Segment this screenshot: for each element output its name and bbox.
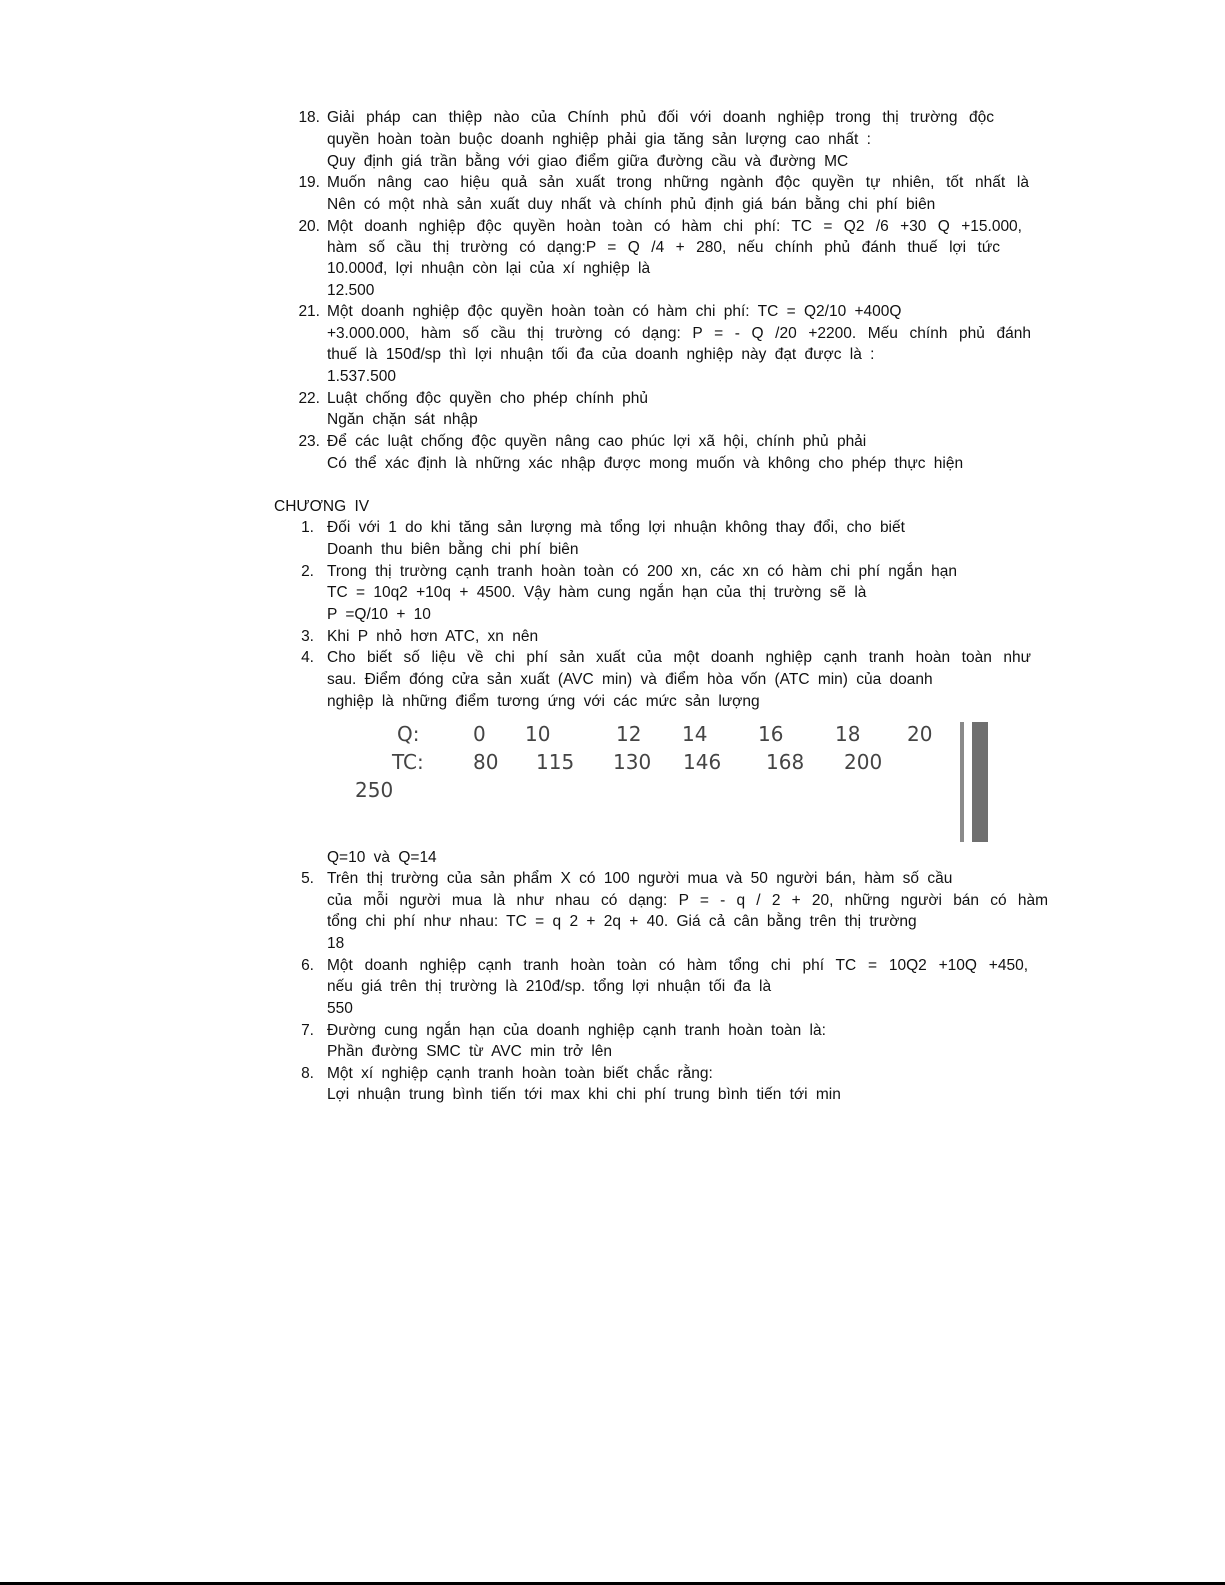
answer-text: 18 [327, 935, 345, 952]
q-row-label: Q: [397, 722, 420, 746]
chapter-heading: CHƯƠNG IV [274, 498, 370, 515]
tc-value: 168 [766, 750, 805, 774]
q-value: 14 [682, 722, 708, 746]
question-number: 18. [298, 109, 320, 126]
question-text: Để các luật chống độc quyền nâng cao phúc lợi xã hội, chính phủ phải [327, 433, 867, 450]
question-text: Luật chống độc quyền cho phép chính phủ [327, 390, 649, 407]
answer-text: Phần đường SMC từ AVC min trở lên [327, 1043, 613, 1060]
answer-text: Ngăn chặn sát nhập [327, 411, 478, 428]
question-text: TC = 10q2 +10q + 4500. Vậy hàm cung ngắn hạn của thị trường sẽ là [327, 584, 867, 601]
question-number: 20. [298, 218, 320, 235]
q-value: 0 [473, 722, 486, 746]
question-text: hàm số cầu thị trường có dạng:P = Q /4 + 280, nếu chính phủ đánh thuế lợi tức [327, 239, 1000, 256]
answer-text: Có thể xác định là những xác nhập được mong muốn và không cho phép thực hiện [327, 455, 964, 472]
answer-text: 550 [327, 1000, 353, 1017]
question-text: Khi P nhỏ hơn ATC, xn nên [327, 628, 539, 645]
question-text: Trong thị trường cạnh tranh hoàn toàn có 200 xn, các xn có hàm chi phí ngắn hạn [327, 563, 957, 580]
question-text: +3.000.000, hàm số cầu thị trường có dạng: P = - Q /20 +2200. Mếu chính phủ đánh [327, 325, 1031, 342]
question-number: 4. [301, 649, 314, 666]
question-number: 7. [301, 1022, 314, 1039]
question-text: Đối với 1 do khi tăng sản lượng mà tổng lợi nhuận không thay đổi, cho biết [327, 519, 905, 536]
tc-value: 115 [536, 750, 575, 774]
question-text: sau. Điểm đóng cửa sản xuất (AVC min) và điểm hòa vốn (ATC min) của doanh [327, 671, 933, 688]
question-number: 8. [301, 1065, 314, 1082]
image-edge-line [960, 722, 964, 842]
answer-text: Nên có một nhà sản xuất duy nhất và chính phủ định giá bán bằng chi phí biên [327, 196, 936, 213]
question-text: Giải pháp can thiệp nào của Chính phủ đối với doanh nghiệp trong thị trường độc [327, 109, 994, 126]
question-text: của mỗi người mua là như nhau có dạng: P = - q / 2 + 20, những người bán có hàm [327, 892, 1048, 909]
answer-text: Quy định giá trần bằng với giao điểm giữa đường cầu và đường MC [327, 153, 849, 170]
q-value: 10 [525, 722, 551, 746]
tc-value: 130 [613, 750, 652, 774]
q-value: 18 [835, 722, 861, 746]
question-text: Một doanh nghiệp cạnh tranh hoàn toàn có hàm tổng chi phí TC = 10Q2 +10Q +450, [327, 957, 1028, 974]
q-value: 20 [907, 722, 933, 746]
tc-value: 200 [844, 750, 883, 774]
tc-row-label: TC: [392, 750, 424, 774]
tc-value: 250 [355, 778, 394, 802]
question-text: nghiệp là những điểm tương ứng với các mức sản lượng [327, 693, 760, 710]
image-edge-bar [972, 722, 988, 842]
question-number: 23. [298, 433, 320, 450]
answer-text: Doanh thu biên bằng chi phí biên [327, 541, 579, 558]
cost-table-image [330, 716, 1000, 848]
answer-text: P =Q/10 + 10 [327, 606, 431, 623]
question-number: 21. [298, 303, 320, 320]
question-text: Một xí nghiệp cạnh tranh hoàn toàn biết chắc rằng: [327, 1065, 713, 1082]
answer-text: Q=10 và Q=14 [327, 849, 437, 866]
question-number: 3. [301, 628, 314, 645]
question-text: 10.000đ, lợi nhuận còn lại của xí nghiệp là [327, 260, 651, 277]
question-number: 6. [301, 957, 314, 974]
question-text: Muốn nâng cao hiệu quả sản xuất trong những ngành độc quyền tự nhiên, tốt nhất là [327, 174, 1029, 191]
question-text: Một doanh nghiệp độc quyền hoàn toàn có hàm chi phí: TC = Q2 /6 +30 Q +15.000, [327, 218, 1022, 235]
tc-value: 146 [683, 750, 722, 774]
question-text: nếu giá trên thị trường là 210đ/sp. tổng lợi nhuận tối đa là [327, 978, 772, 995]
question-text: tổng chi phí như nhau: TC = q 2 + 2q + 40. Giá cả cân bằng trên thị trường [327, 913, 917, 930]
tc-value: 80 [473, 750, 499, 774]
question-number: 1. [301, 519, 314, 536]
question-text: thuế là 150đ/sp thì lợi nhuận tối đa của doanh nghiệp này đạt được là : [327, 346, 875, 363]
answer-text: 12.500 [327, 282, 375, 299]
question-number: 5. [301, 870, 314, 887]
question-number: 2. [301, 563, 314, 580]
q-value: 16 [758, 722, 784, 746]
question-text: quyền hoàn toàn buộc doanh nghiệp phải gia tăng sản lượng cao nhất : [327, 131, 871, 148]
question-text: Đường cung ngắn hạn của doanh nghiệp cạnh tranh hoàn toàn là: [327, 1022, 826, 1039]
question-text: Trên thị trường của sản phẩm X có 100 người mua và 50 người bán, hàm số cầu [327, 870, 953, 887]
question-number: 22. [298, 390, 320, 407]
q-value: 12 [616, 722, 642, 746]
question-text: Cho biết số liệu về chi phí sản xuất của một doanh nghiệp cạnh tranh hoàn toàn như [327, 649, 1031, 666]
question-text: Một doanh nghiệp độc quyền hoàn toàn có hàm chi phí: TC = Q2/10 +400Q [327, 303, 902, 320]
answer-text: Lợi nhuận trung bình tiến tới max khi chi phí trung bình tiến tới min [327, 1086, 841, 1103]
question-number: 19. [298, 174, 320, 191]
answer-text: 1.537.500 [327, 368, 396, 385]
